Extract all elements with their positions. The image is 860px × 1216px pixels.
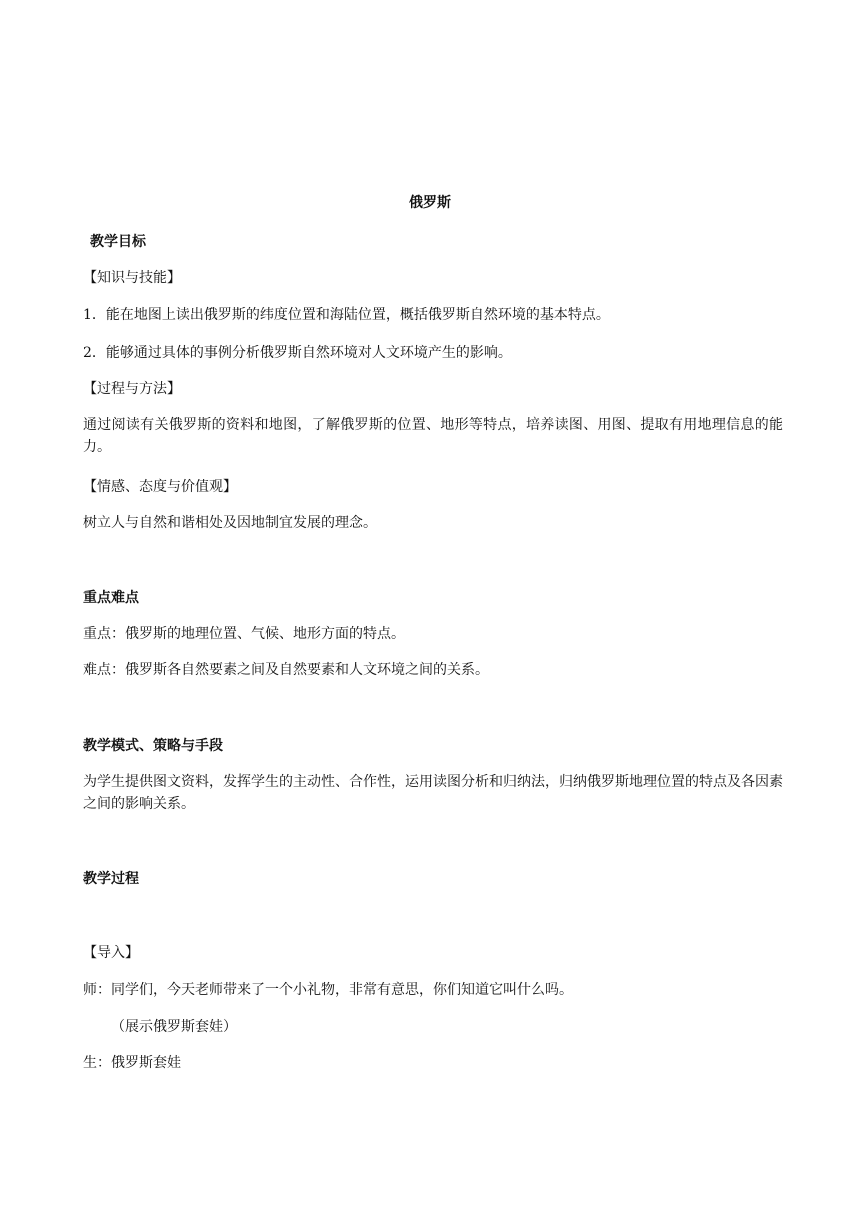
student-line: 生：俄罗斯套娃: [83, 1055, 181, 1071]
knowledge-heading: 【知识与技能】: [83, 270, 181, 286]
objectives-heading: 教学目标: [90, 234, 146, 250]
intro-heading: 【导入】: [83, 945, 139, 961]
teacher-line: 师：同学们，今天老师带来了一个小礼物，非常有意思，你们知道它叫什么吗。: [83, 982, 573, 998]
process-text: 通过阅读有关俄罗斯的资料和地图，了解俄罗斯的位置、地形等特点，培养读图、用图、提取有用地理信息的能力。: [83, 417, 783, 455]
key-difficult-heading: 重点难点: [83, 590, 139, 606]
key-point: 重点：俄罗斯的地理位置、气候、地形方面的特点。: [83, 626, 405, 642]
emotion-text: 树立人与自然和谐相处及因地制宜发展的理念。: [83, 515, 377, 531]
knowledge-item-2: 2．能够通过具体的事例分析俄罗斯自然环境对人文环境产生的影响。: [83, 345, 512, 361]
emotion-heading: 【情感、态度与价值观】: [83, 479, 237, 495]
difficult-point: 难点：俄罗斯各自然要素之间及自然要素和人文环境之间的关系。: [83, 662, 489, 678]
knowledge-item-1: 1．能在地图上读出俄罗斯的纬度位置和海陆位置，概括俄罗斯自然环境的基本特点。: [83, 307, 610, 323]
page-title: 俄罗斯: [409, 195, 451, 211]
show-line: （展示俄罗斯套娃）: [111, 1019, 237, 1035]
process-heading: 【过程与方法】: [83, 381, 181, 397]
teaching-mode-text: 为学生提供图文资料，发挥学生的主动性、合作性，运用读图分析和归纳法，归纳俄罗斯地理位置的特点及各因素之间的影响关系。: [83, 774, 783, 812]
teaching-mode-heading: 教学模式、策略与手段: [83, 738, 223, 754]
teaching-process-heading: 教学过程: [83, 871, 139, 887]
